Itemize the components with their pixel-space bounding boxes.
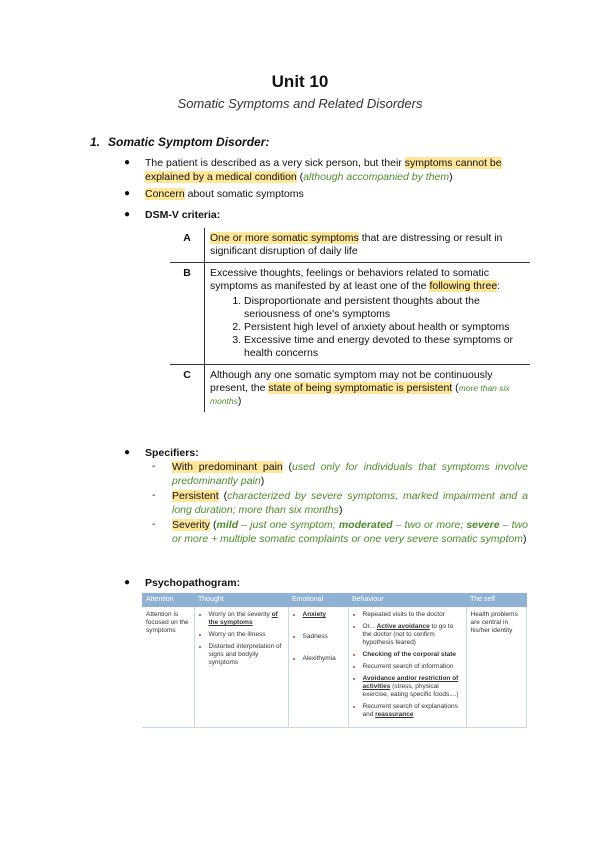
text: ) bbox=[338, 504, 343, 516]
text: ) bbox=[449, 171, 453, 183]
bullet-dot: ● bbox=[124, 209, 131, 220]
bullet-psychopathogram-heading: Psychopathogram: bbox=[145, 577, 241, 589]
dash: - bbox=[152, 460, 156, 472]
dash: - bbox=[152, 489, 156, 501]
section-heading-text: Somatic Symptom Disorder: bbox=[108, 135, 270, 149]
bullet-specifiers-heading: Specifiers: bbox=[145, 447, 199, 459]
text: ( bbox=[282, 461, 293, 473]
note: although accompanied by them bbox=[303, 171, 450, 183]
text: ) bbox=[523, 533, 527, 545]
section-heading bbox=[90, 135, 269, 149]
table-row bbox=[142, 607, 527, 728]
column-header: The self bbox=[466, 593, 527, 607]
note: – two or more + multiple somatic complaints or one very severe somatic symptom bbox=[172, 519, 528, 545]
text: ) bbox=[237, 395, 242, 407]
underlined: Active avoidance bbox=[376, 623, 430, 630]
specifier-pain bbox=[172, 460, 528, 488]
list-item bbox=[363, 623, 462, 647]
list-item: • Worry on the illness bbox=[209, 631, 284, 639]
text: Although any one somatic symptom may not be continuously present, the bbox=[210, 369, 493, 394]
bullet-dsm-heading: DSM-V criteria: bbox=[145, 209, 221, 221]
text: to go to the doctor (not to confirm hypothesis feared) bbox=[362, 623, 454, 646]
text: : bbox=[497, 280, 501, 292]
list-item: • Sadness bbox=[303, 633, 344, 641]
highlight: One or more somatic symptoms bbox=[210, 232, 359, 244]
list-item: 3. Excessive time and energy devoted to these symptoms or health concerns bbox=[244, 334, 525, 360]
section-number: 1. bbox=[90, 135, 101, 149]
bullet-dot: ● bbox=[124, 157, 131, 168]
dash: - bbox=[152, 518, 156, 530]
note: moderated bbox=[338, 519, 393, 531]
underlined: Avoidance and/or restriction of activities bbox=[362, 675, 459, 690]
cell-self: Health problems are central in his/her identity bbox=[466, 607, 527, 728]
list-item: • Recurrent search of information bbox=[363, 663, 462, 671]
criteria-letter: A bbox=[170, 228, 205, 263]
bullet-dot: ● bbox=[124, 188, 131, 199]
list-item bbox=[209, 611, 284, 627]
criteria-letter: C bbox=[170, 365, 205, 413]
highlight: Severity bbox=[172, 519, 210, 531]
text: ) bbox=[260, 475, 265, 487]
column-header: Thought bbox=[194, 593, 288, 607]
text: ( bbox=[296, 171, 304, 183]
list-item: • Checking of the corporal state bbox=[363, 651, 462, 659]
criteria-row-b bbox=[170, 263, 530, 365]
dsm-criteria-table bbox=[170, 228, 530, 412]
cell-attention: Attention is focused on the symptoms bbox=[142, 607, 194, 728]
column-header: Emotional bbox=[288, 593, 348, 607]
note: severe bbox=[466, 519, 500, 531]
note: used only for individuals that symptoms involve predominantly pain bbox=[172, 461, 528, 487]
note: characterized by severe symptoms, marked impairment and a long duration; more than six months bbox=[172, 490, 528, 516]
text: Worry on the severity bbox=[208, 611, 272, 618]
column-header: Attention bbox=[142, 593, 194, 607]
bullet-description bbox=[145, 156, 530, 184]
list-item: 1. Disproportionate and persistent thoughts about the seriousness of one's symptoms bbox=[244, 295, 525, 321]
highlight: With predominant pain bbox=[172, 461, 283, 473]
text: ( bbox=[209, 519, 217, 531]
highlight: following three bbox=[429, 280, 498, 292]
highlight: symptoms cannot be explained by a medical condition bbox=[145, 157, 502, 183]
text: Excessive thoughts, feelings or behaviors related to somatic symptoms as manifested by at least one of the bbox=[210, 267, 489, 292]
cell-thought bbox=[194, 607, 288, 728]
list-item: • Anxiety bbox=[303, 611, 344, 619]
note: – just one symptom; bbox=[238, 519, 339, 531]
list-item: • Distorted interpretation of signs and bodyily symptoms bbox=[209, 643, 284, 667]
text: ( bbox=[452, 382, 459, 394]
list-item: 2. Persistent high level of anxiety about health or symptoms bbox=[244, 321, 525, 334]
highlight: Persistent bbox=[172, 490, 219, 502]
highlight: Concern bbox=[145, 188, 185, 200]
criteria-text bbox=[205, 228, 531, 263]
page-title: Unit 10 bbox=[271, 72, 329, 91]
list-item: • Alexithymia bbox=[303, 655, 344, 663]
specifier-severity bbox=[172, 518, 528, 546]
page-subtitle: Somatic Symptoms and Related Disorders bbox=[177, 96, 423, 111]
text: Or... bbox=[362, 623, 377, 630]
cell-emotional bbox=[288, 607, 348, 728]
criteria-row-a bbox=[170, 228, 530, 263]
cell-behaviour bbox=[348, 607, 466, 728]
note: more than six months bbox=[210, 383, 510, 406]
psychopathogram-table bbox=[142, 593, 527, 728]
list-item bbox=[363, 675, 462, 699]
list-item bbox=[363, 703, 462, 719]
list-item: • Repeated visits to the doctor bbox=[363, 611, 462, 619]
underlined: reassurance bbox=[375, 711, 414, 718]
bullet-concern bbox=[145, 187, 530, 201]
text: Recurrent search of explanations and bbox=[362, 703, 458, 718]
criteria-text bbox=[205, 263, 531, 365]
underlined: of the symptoms bbox=[208, 611, 278, 626]
text: The patient is described as a very sick person, but their bbox=[145, 157, 405, 169]
criteria-row-c bbox=[170, 365, 530, 413]
criteria-text bbox=[205, 365, 531, 413]
column-header: Behaviour bbox=[348, 593, 466, 607]
text: that are distressing or result in significant disruption of daily life bbox=[210, 232, 503, 257]
highlight: state of being symptomatic is persistent bbox=[268, 382, 453, 394]
text: about somatic symptoms bbox=[184, 188, 304, 200]
bullet-dot: ● bbox=[124, 577, 131, 588]
note: – two or more; bbox=[392, 519, 467, 531]
table-header-row bbox=[142, 593, 527, 607]
criteria-b-list bbox=[210, 295, 525, 360]
bullet-dot: ● bbox=[124, 447, 131, 458]
text: (stress, physical exercise, eating specific foods....) bbox=[362, 683, 459, 698]
specifier-persistent bbox=[172, 489, 528, 517]
text: ( bbox=[218, 490, 228, 502]
criteria-letter: B bbox=[170, 263, 205, 365]
note: mild bbox=[216, 519, 239, 531]
